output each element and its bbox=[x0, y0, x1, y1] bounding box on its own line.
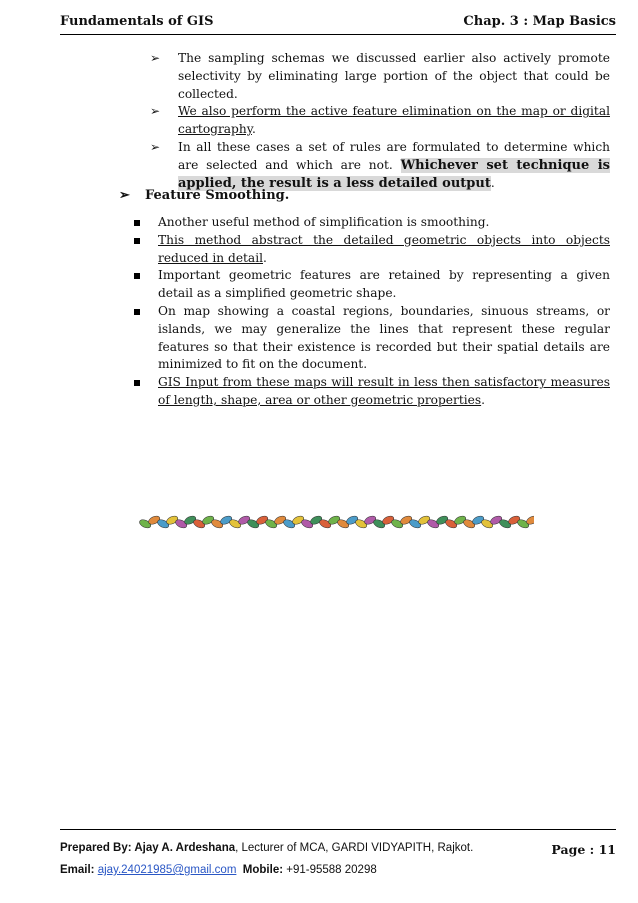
footer-contact bbox=[60, 864, 616, 876]
square-bullet-icon bbox=[134, 238, 140, 244]
item-suffix: . bbox=[263, 250, 267, 265]
header-chapter: Chap. 3 : Map Basics bbox=[463, 14, 616, 29]
item-suffix: . bbox=[481, 392, 485, 407]
item-text-highlighted: Whichever set technique is applied, the result is a less detailed output bbox=[178, 157, 610, 191]
list-item bbox=[150, 103, 610, 139]
arrow-bullet-icon: ➢ bbox=[119, 188, 130, 203]
square-bullet-icon bbox=[134, 220, 140, 226]
item-suffix: . bbox=[251, 122, 256, 137]
square-bullet-list bbox=[132, 214, 610, 410]
list-item bbox=[132, 214, 610, 232]
header-title: Fundamentals of GIS bbox=[60, 14, 214, 29]
list-item bbox=[132, 303, 610, 374]
footer-prepared-by: Prepared By: Ajay A. Ardeshana, Lecturer of MCA, GARDI VIDYAPITH, Rajkot. bbox=[60, 842, 474, 854]
mobile-label: Mobile: bbox=[242, 864, 287, 876]
item-text-underlined: We also perform the active feature elimination on the map or digital cartography bbox=[178, 104, 610, 137]
list-item bbox=[132, 267, 610, 303]
arrow-bullet-icon: ➢ bbox=[150, 139, 161, 154]
page-header bbox=[60, 10, 616, 35]
item-suffix: . bbox=[490, 175, 495, 190]
page-number: Page : 11 bbox=[551, 842, 616, 857]
mobile-number: +91-95588 20298 bbox=[286, 864, 377, 876]
section-title: Feature Smoothing. bbox=[145, 188, 290, 203]
list-item bbox=[150, 50, 610, 103]
list-item bbox=[150, 139, 610, 192]
arrow-bullet-icon: ➢ bbox=[150, 51, 161, 65]
item-text: Another useful method of simplification is smoothing. bbox=[158, 215, 490, 229]
list-item bbox=[132, 232, 610, 268]
item-text-underlined: This method abstract the detailed geometric objects into objects reduced in detail bbox=[158, 232, 610, 265]
arrow-bullet-list bbox=[150, 50, 610, 192]
item-text: On map showing a coastal regions, boundaries, sinuous streams, or islands, we may generalize the lines that represent these regular features so that their existence is recorded but their spatial details are minimized to fit on the document. bbox=[158, 303, 610, 372]
item-text-underlined: GIS Input from these maps will result in less then satisfactory measures of length, shape, area or other geometric properties bbox=[158, 375, 610, 407]
list-item bbox=[132, 374, 610, 410]
email-label: Email: bbox=[60, 864, 98, 876]
item-text: Important geometric features are retained by representing a given detail as a simplified geometric shape. bbox=[158, 268, 610, 301]
square-bullet-icon bbox=[134, 380, 140, 386]
arrow-bullet-icon: ➢ bbox=[150, 104, 161, 119]
square-bullet-icon bbox=[134, 273, 140, 279]
item-text: In all these cases a set of rules are formulated to determine which are selected and which are not. bbox=[178, 139, 610, 172]
page-footer bbox=[60, 829, 616, 876]
email-link[interactable]: ajay.24021985@gmail.com bbox=[97, 864, 237, 876]
decorative-leaf-divider-icon bbox=[136, 512, 534, 532]
square-bullet-icon bbox=[134, 309, 140, 315]
section-heading bbox=[119, 188, 289, 203]
item-text: The sampling schemas we discussed earlier also actively promote selectivity by eliminating large portion of the object that could be collected. bbox=[178, 51, 610, 101]
